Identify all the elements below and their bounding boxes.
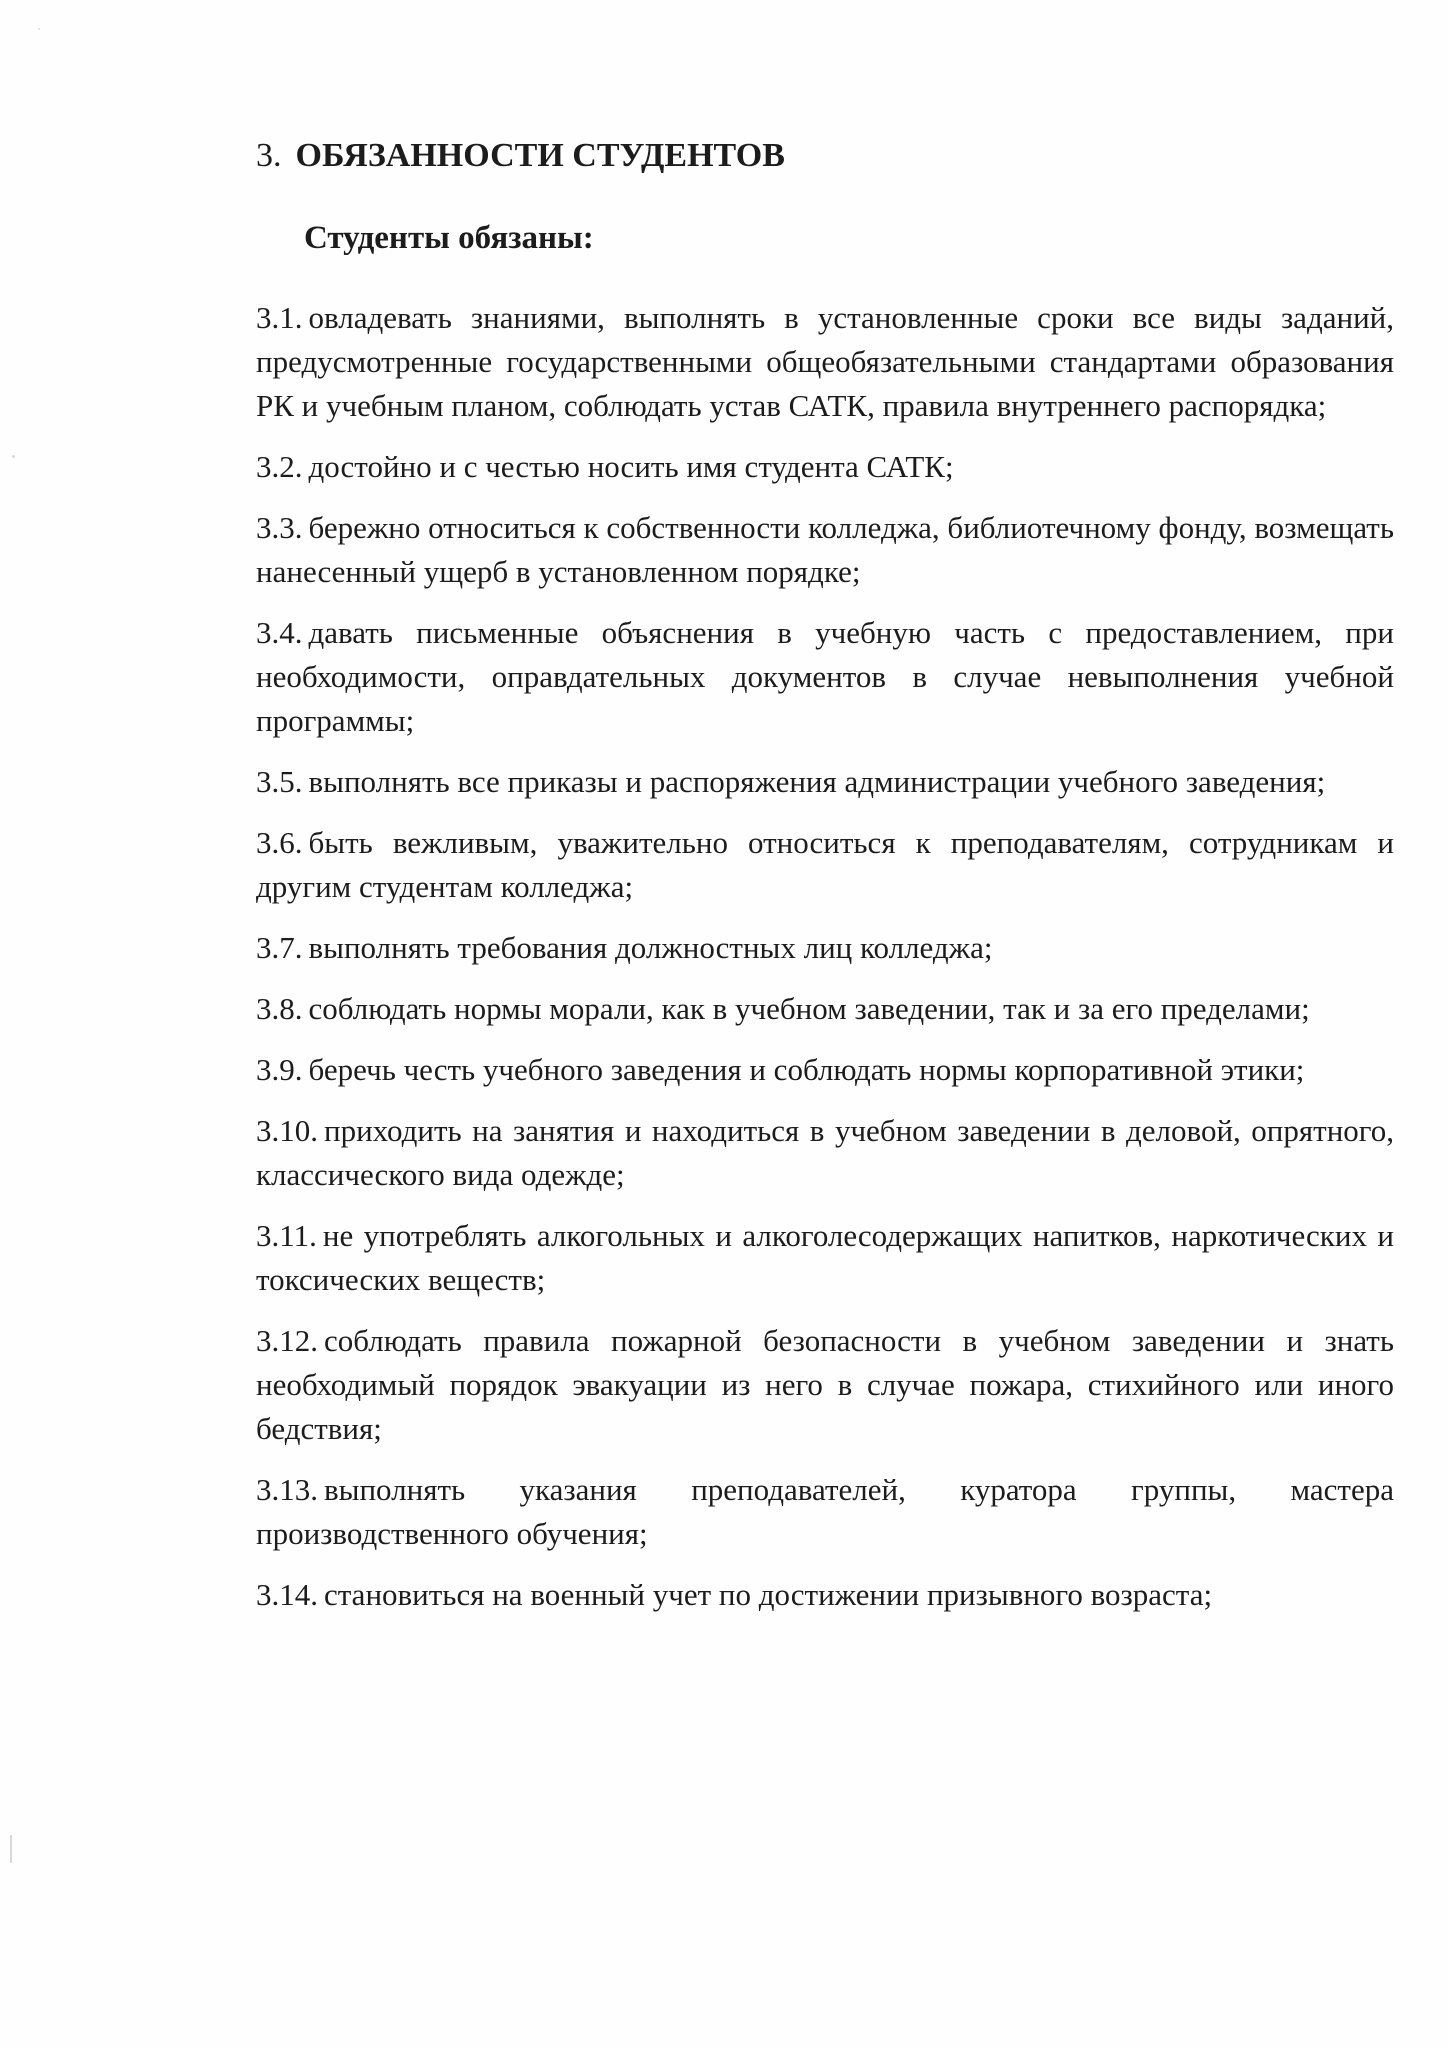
duty-item [256, 760, 1394, 804]
duty-item-text: выполнять требования должностных лиц колледжа; [308, 930, 993, 965]
duties-list [256, 296, 1394, 1634]
duty-item-number: 3.6. [256, 825, 303, 860]
duty-item [256, 1048, 1394, 1092]
duty-item [256, 987, 1394, 1031]
duty-item [256, 445, 1394, 489]
duty-item [256, 1573, 1394, 1617]
duty-item-text: беречь честь учебного заведения и соблюдать нормы корпоративной этики; [308, 1052, 1305, 1087]
duty-item [256, 1468, 1394, 1556]
duty-item-number: 3.2. [256, 449, 303, 484]
duty-item-text: соблюдать нормы морали, как в учебном заведении, так и за его пределами; [308, 991, 1310, 1026]
duty-item [256, 1319, 1394, 1451]
duty-item-text: достойно и с честью носить имя студента САТК; [308, 449, 954, 484]
duty-item-text: давать письменные объяснения в учебную часть с предоставлением, при необходимости, оправдательных документов в случае невыполнения учебной программы; [256, 615, 1394, 738]
duty-item-number: 3.13. [256, 1472, 318, 1507]
duty-item-text: выполнять указания преподавателей, куратора группы, мастера производственного обучения; [256, 1472, 1394, 1551]
duty-item [256, 296, 1394, 428]
duty-item-text: бережно относиться к собственности колледжа, библиотечному фонду, возмещать нанесенный ущерб в установленном порядке; [256, 510, 1394, 589]
duty-item-text: становиться на военный учет по достижении призывного возраста; [324, 1577, 1213, 1612]
section-title: ОБЯЗАННОСТИ СТУДЕНТОВ [295, 137, 785, 174]
duty-item-text: приходить на занятия и находиться в учебном заведении в деловой, опрятного, классического вида одежде; [256, 1113, 1394, 1192]
duty-item-number: 3.5. [256, 764, 303, 799]
duty-item-text: выполнять все приказы и распоряжения администрации учебного заведения; [308, 764, 1326, 799]
duty-item-text: не употреблять алкогольных и алкоголесодержащих напитков, наркотических и токсических веществ; [256, 1218, 1394, 1297]
duty-item-text: овладевать знаниями, выполнять в установленные сроки все виды заданий, предусмотренные государственными общеобязательными стандартами образования РК и учебным планом, соблюдать устав САТК, правила внутреннего распорядка; [256, 300, 1394, 423]
section-intro: Студенты обязаны: [304, 220, 594, 256]
section-number: 3. [256, 137, 282, 174]
duty-item-number: 3.11. [256, 1218, 317, 1253]
duty-item [256, 821, 1394, 909]
section-heading [256, 136, 785, 176]
duty-item-number: 3.1. [256, 300, 303, 335]
duty-item-number: 3.14. [256, 1577, 318, 1612]
duty-item-text: соблюдать правила пожарной безопасности в учебном заведении и знать необходимый порядок эвакуации из него в случае пожара, стихийного или иного бедствия; [256, 1323, 1394, 1446]
scan-speck [38, 28, 40, 30]
duty-item [256, 926, 1394, 970]
duty-item [256, 506, 1394, 594]
duty-item-number: 3.4. [256, 615, 303, 650]
duty-item-text: быть вежливым, уважительно относиться к преподавателям, сотрудникам и другим студентам колледжа; [256, 825, 1394, 904]
duty-item-number: 3.8. [256, 991, 303, 1026]
scan-speck [12, 455, 15, 458]
duty-item-number: 3.10. [256, 1113, 318, 1148]
duty-item [256, 1214, 1394, 1302]
duty-item-number: 3.12. [256, 1323, 318, 1358]
duty-item [256, 611, 1394, 743]
duty-item-number: 3.9. [256, 1052, 303, 1087]
duty-item-number: 3.3. [256, 510, 303, 545]
duty-item-number: 3.7. [256, 930, 303, 965]
scan-edge-mark [10, 1835, 12, 1863]
duty-item [256, 1109, 1394, 1197]
